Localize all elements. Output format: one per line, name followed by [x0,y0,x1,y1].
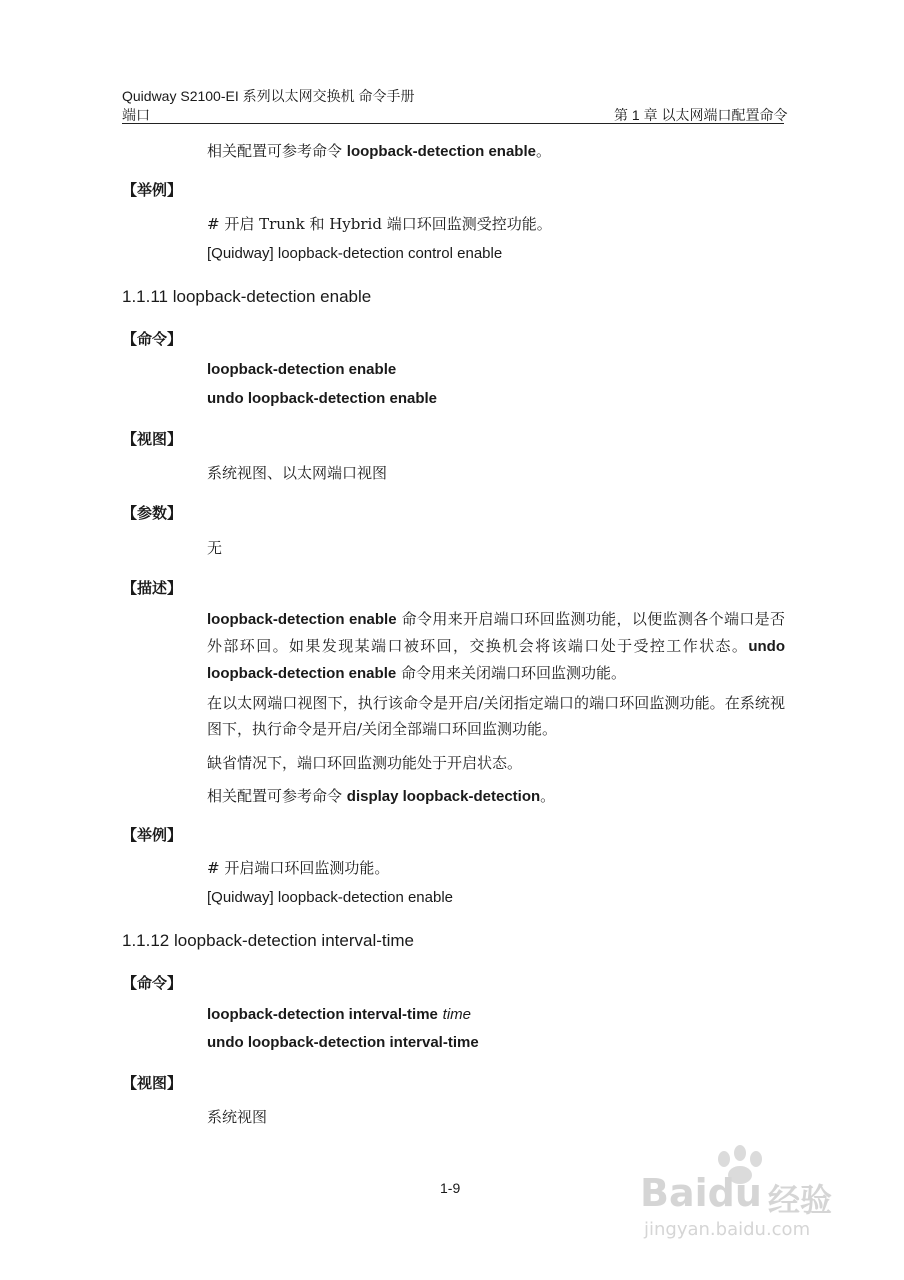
command-label-2: 【命令】 [122,974,183,992]
command-interval-time [207,1005,471,1023]
desc-paragraph-3: 缺省情况下，端口环回监测功能处于开启状态。 [207,754,523,772]
watermark-brand-du: du [707,1171,762,1215]
example-command: [Quidway] loopback-detection control enable [207,245,503,262]
section-heading-1-1-11: 1.1.11 loopback-detection enable [122,287,372,306]
command-undo-interval-time: undo loopback-detection interval-time [207,1034,479,1051]
header-title: Quidway S2100-EI 系列以太网交换机 命令手册 [122,88,415,104]
desc-ref-suffix: 。 [540,787,556,805]
watermark-url: jingyan.baidu.com [644,1219,811,1240]
desc-paragraph-1 [207,606,785,687]
watermark-brand-bai: Bai [640,1171,708,1215]
example-label: 【举例】 [122,181,183,199]
top-reference [207,140,551,161]
command-label: 【命令】 [122,330,183,348]
example-command-2: [Quidway] loopback-detection enable [207,889,453,906]
view-label: 【视图】 [122,430,183,448]
watermark-brand [640,1171,762,1215]
baidu-watermark [640,1145,850,1245]
desc-cmd-undo: undo loopback-detection enable [207,638,785,682]
example-comment: # 开启 Trunk 和 Hybrid 端口环回监测受控功能。 [207,215,552,233]
section-heading-1-1-12: 1.1.12 loopback-detection interval-time [122,931,414,950]
desc-label: 【描述】 [122,579,183,597]
top-ref-prefix: 相关配置可参考命令 [207,142,347,160]
header-rule [122,123,784,124]
desc-reference [207,785,555,806]
top-ref-command: loopback-detection enable [346,143,536,160]
header-chapter: 第 1 章 以太网端口配置命令 [614,107,788,123]
example-label-2: 【举例】 [122,826,183,844]
desc-paragraph-2: 在以太网端口视图下，执行该命令是开启/关闭指定端口的端口环回监测功能。在系统视图下，执行命令是开启/关闭全部端口环回监测功能。 [207,694,785,738]
page-number: 1-9 [440,1180,461,1196]
watermark-cn: 经验 [768,1181,833,1219]
view-label-2: 【视图】 [122,1074,183,1092]
params-text: 无 [207,539,223,557]
view-text: 系统视图、以太网端口视图 [207,464,388,482]
command-interval-arg: time [442,1006,471,1023]
top-ref-suffix: 。 [535,142,551,160]
desc-ref-command: display loopback-detection [346,788,541,805]
desc-text-2: 命令用来关闭端口环回监测功能。 [396,664,626,682]
command-undo-enable: undo loopback-detection enable [207,390,438,407]
header-section: 端口 [122,107,150,123]
example-comment-2: # 开启端口环回监测功能。 [207,859,390,877]
desc-cmd-enable: loopback-detection enable [207,611,397,628]
command-interval-keyword: loopback-detection interval-time [207,1006,438,1023]
view-text-2: 系统视图 [207,1108,268,1126]
desc-ref-prefix: 相关配置可参考命令 [207,787,347,805]
params-label: 【参数】 [122,504,183,522]
command-enable: loopback-detection enable [207,361,397,378]
desc-text-1: 命令用来开启端口环回监测功能，以便监测各个端口是否外部环回。如果发现某端口被环回，交换机会将该端口处于受控工作状态。 [207,610,785,655]
